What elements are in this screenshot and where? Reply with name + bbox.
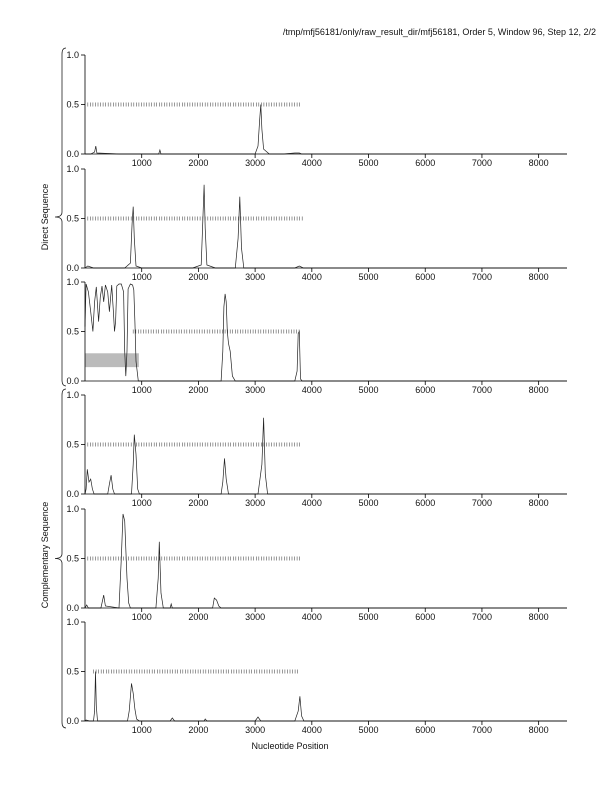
panel-5-marker-dashes <box>88 557 300 561</box>
panel-6-x-tick-label: 2000 <box>188 725 209 735</box>
panel-2-x-tick-label: 7000 <box>471 272 492 282</box>
panel-2-x-tick-label: 1000 <box>131 272 152 282</box>
panel-4-x-tick-label: 8000 <box>528 498 549 508</box>
panel-6-trace <box>85 672 567 722</box>
panel-3-y-tick-label: 1.0 <box>66 277 79 287</box>
panel-5-y-tick-label: 1.0 <box>66 504 79 514</box>
panel-5-y-tick-label: 0.0 <box>66 603 79 613</box>
panel-2-x-tick-label: 4000 <box>301 272 322 282</box>
panel-1-y-tick-label: 0.0 <box>66 149 79 159</box>
panel-1-y-tick-label: 0.5 <box>66 99 79 110</box>
panel-3-x-tick-label: 5000 <box>358 385 379 395</box>
panel-5-x-tick-label: 3000 <box>245 612 266 622</box>
panel-1-x-tick-label: 2000 <box>188 158 209 168</box>
direct-sequence-label: Direct Sequence <box>40 183 50 251</box>
panel-6-x-tick-label: 6000 <box>415 725 436 735</box>
panel-2-trace <box>85 185 567 268</box>
panel-5-x-tick-label: 1000 <box>131 612 152 622</box>
panel-4-x-tick-label: 1000 <box>131 498 152 508</box>
panel-3-x-tick-label: 3000 <box>245 385 266 395</box>
panel-5-trace <box>85 514 567 608</box>
panel-5-x-tick-label: 8000 <box>528 612 549 622</box>
panel-1-x-tick-label: 7000 <box>471 158 492 168</box>
panel-4-x-tick-label: 2000 <box>188 498 209 508</box>
panel-4-x-tick-label: 7000 <box>471 498 492 508</box>
panel-4-x-tick-label: 4000 <box>301 498 322 508</box>
panel-5-x-tick-label: 4000 <box>301 612 322 622</box>
panel-1-trace <box>85 105 567 155</box>
panel-1-x-tick-label: 1000 <box>131 158 152 168</box>
panel-4-y-tick-label: 0.0 <box>66 489 79 499</box>
panel-6-x-tick-label: 1000 <box>131 725 152 735</box>
panel-3-x-tick-label: 7000 <box>471 385 492 395</box>
panel-2-x-tick-label: 5000 <box>358 272 379 282</box>
panel-4-y-tick-label: 1.0 <box>66 390 79 400</box>
panel-4-trace <box>85 418 567 494</box>
panel-1-marker-dashes <box>88 103 300 107</box>
complementary-sequence-label: Complementary Sequence <box>40 501 50 609</box>
panel-2-x-tick-label: 2000 <box>188 272 209 282</box>
panel-4-marker-dashes <box>88 443 300 447</box>
panel-1-x-tick-label: 4000 <box>301 158 322 168</box>
panel-3-trace <box>85 284 567 381</box>
panel-2-y-tick-label: 0.0 <box>66 263 79 273</box>
panel-3-marker-dashes <box>133 330 299 334</box>
panel-4-x-tick-label: 6000 <box>415 498 436 508</box>
panel-5-y-tick-label: 0.5 <box>66 553 79 564</box>
x-axis-title: Nucleotide Position <box>251 741 329 751</box>
panel-6-x-tick-label: 3000 <box>245 725 266 735</box>
panel-3-x-tick-label: 6000 <box>415 385 436 395</box>
panel-2-x-tick-label: 3000 <box>245 272 266 282</box>
panel-6-marker-dashes <box>94 670 298 674</box>
complementary-group-brace <box>55 389 66 728</box>
panel-4-x-tick-label: 3000 <box>245 498 266 508</box>
panel-2-x-tick-label: 8000 <box>528 272 549 282</box>
panel-3-x-tick-label: 2000 <box>188 385 209 395</box>
panel-3-y-tick-label: 0.0 <box>66 376 79 386</box>
panel-6-x-tick-label: 8000 <box>528 725 549 735</box>
panel-6-x-tick-label: 5000 <box>358 725 379 735</box>
panel-6-x-tick-label: 7000 <box>471 725 492 735</box>
panel-4-y-tick-label: 0.5 <box>66 439 79 450</box>
panel-6-y-tick-label: 1.0 <box>66 617 79 627</box>
panel-2-marker-dashes <box>88 217 302 221</box>
panel-6-y-tick-label: 0.5 <box>66 666 79 677</box>
panel-6-y-tick-label: 0.0 <box>66 716 79 726</box>
panel-3-y-tick-label: 0.5 <box>66 326 79 337</box>
panel-5-x-tick-label: 6000 <box>415 612 436 622</box>
panel-5-x-tick-label: 7000 <box>471 612 492 622</box>
panel-1-x-tick-label: 5000 <box>358 158 379 168</box>
panel-5-x-tick-label: 2000 <box>188 612 209 622</box>
panel-2-x-tick-label: 6000 <box>415 272 436 282</box>
panel-1-x-tick-label: 6000 <box>415 158 436 168</box>
panel-1-y-tick-label: 1.0 <box>66 50 79 60</box>
panel-3-highlight-band <box>85 353 139 367</box>
panel-1-x-tick-label: 8000 <box>528 158 549 168</box>
panel-5-x-tick-label: 5000 <box>358 612 379 622</box>
panel-3-x-tick-label: 8000 <box>528 385 549 395</box>
panel-2-y-tick-label: 0.5 <box>66 213 79 224</box>
panel-1-x-tick-label: 3000 <box>245 158 266 168</box>
header-title: /tmp/mfj56181/only/raw_result_dir/mfj56181, Order 5, Window 96, Step 12, 2/2 <box>282 27 596 37</box>
panel-4-x-tick-label: 5000 <box>358 498 379 508</box>
panel-3-x-tick-label: 4000 <box>301 385 322 395</box>
panel-6-x-tick-label: 4000 <box>301 725 322 735</box>
panel-2-y-tick-label: 1.0 <box>66 164 79 174</box>
panel-3-x-tick-label: 1000 <box>131 385 152 395</box>
direct-group-brace <box>55 48 66 386</box>
